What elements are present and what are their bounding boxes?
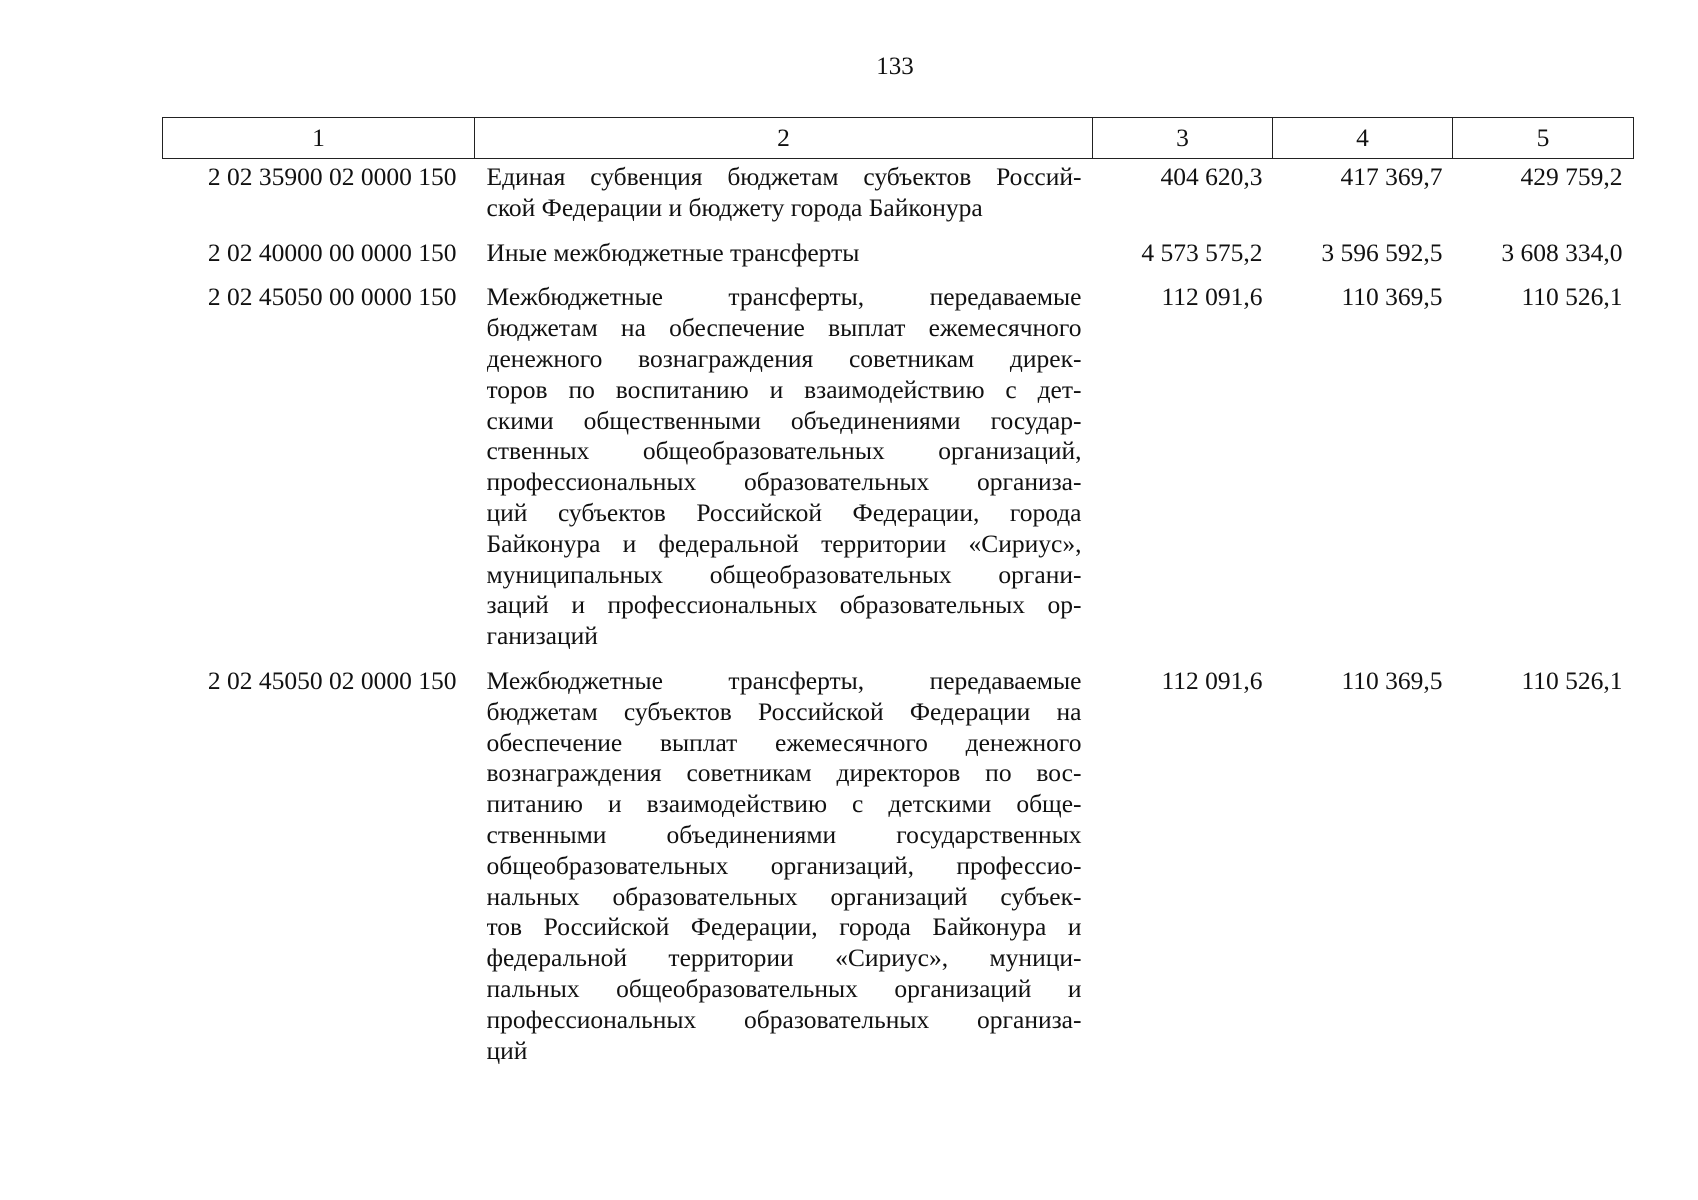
value-col-5: 110 526,1 [1521,665,1623,695]
item-description [475,159,1093,235]
table-header-row [163,118,1634,159]
description-line: ственных общеобразовательных организаций, [486,436,1082,466]
description-line: бюджетам субъектов Российской Федерации на [486,696,1082,726]
description-line: общеобразовательных организаций, профессио- [486,850,1082,880]
column-header-3: 3 [1093,118,1273,159]
column-header-5: 5 [1453,118,1634,159]
budget-code: 2 02 45050 00 0000 150 [207,282,457,312]
description-line: Единая субвенция бюджетам субъектов Россий- [486,162,1082,191]
table-header [163,118,1634,159]
description-line: скими общественными объединениями государ- [486,405,1082,435]
description-line: ской Федерации и бюджету города Байконура [486,192,983,222]
value-col-3: 4 573 575,2 [1141,237,1263,267]
description-line: заций и профессиональных образовательных ор- [486,590,1082,620]
description-line: питанию и взаимодействию с детскими обще- [486,789,1082,819]
description-line: муниципальных общеобразовательных органи- [486,559,1082,589]
item-description [475,279,1093,663]
value-col-4: 417 369,7 [1340,162,1443,191]
description-line: вознаграждения советникам директоров по вос- [486,758,1082,788]
description-line: профессиональных образовательных организа- [486,467,1082,497]
description-line: ственными объединениями государственных [486,819,1082,849]
item-description [475,235,1093,280]
description-line: обеспечение выплат ежемесячного денежного [486,727,1082,757]
page-number: 133 [876,53,914,80]
budget-code: 2 02 40000 00 0000 150 [207,237,457,267]
description-line: тов Российской Федерации, города Байконура и [486,912,1082,942]
description-line: Иные межбюджетные трансферты [486,237,860,267]
table-row [163,279,1634,663]
column-header-4: 4 [1273,118,1453,159]
value-col-3: 404 620,3 [1160,162,1263,191]
value-col-5: 110 526,1 [1521,282,1623,312]
table-row [163,663,1634,1077]
value-col-3: 112 091,6 [1161,282,1263,312]
description-line: Байконура и федеральной территории «Сириус», [486,528,1082,558]
budget-code: 2 02 45050 02 0000 150 [207,665,457,695]
table-body [163,159,1634,1078]
value-col-5: 429 759,2 [1520,162,1623,191]
description-line: ций [486,1035,528,1065]
description-line: профессиональных образовательных организа- [486,1004,1082,1034]
item-description [475,663,1093,1077]
value-col-5: 3 608 334,0 [1501,237,1623,267]
description-line: нальных образовательных организаций субъек- [486,881,1082,911]
description-line: пальных общеобразовательных организаций и [486,973,1082,1003]
value-col-3: 112 091,6 [1161,665,1263,695]
description-line: бюджетам на обеспечение выплат ежемесячного [486,313,1082,343]
column-header-1: 1 [163,118,475,159]
table-row [163,235,1634,280]
value-col-4: 110 369,5 [1341,282,1443,312]
value-col-4: 110 369,5 [1341,665,1443,695]
description-line: ганизаций [486,621,598,651]
budget-code: 2 02 35900 02 0000 150 [207,162,457,191]
value-col-4: 3 596 592,5 [1321,237,1443,267]
description-line: Межбюджетные трансферты, передаваемые [486,282,1082,312]
description-line: денежного вознаграждения советникам дирек- [486,343,1082,373]
description-line: ций субъектов Российской Федерации, города [486,497,1082,527]
table-row [163,159,1634,235]
description-line: торов по воспитанию и взаимодействию с дет- [486,374,1082,404]
column-header-2: 2 [475,118,1093,159]
description-line: Межбюджетные трансферты, передаваемые [486,665,1082,695]
description-line: федеральной территории «Сириус», муници- [486,943,1082,973]
budget-table [162,117,1634,1077]
